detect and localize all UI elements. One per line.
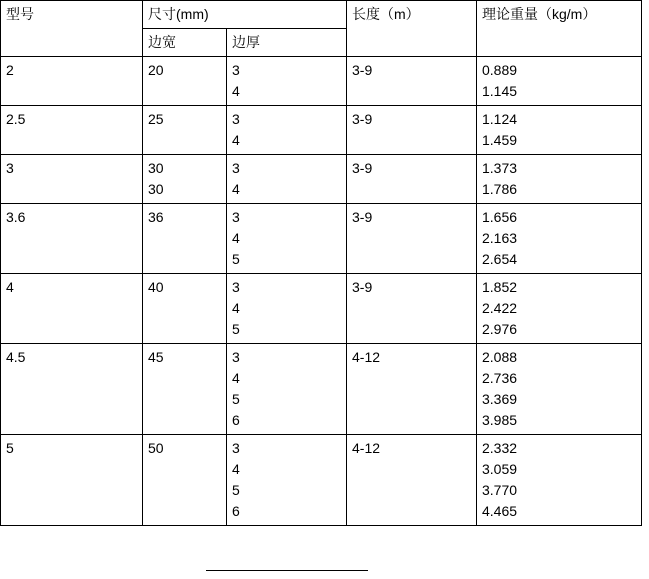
value-line: 3 (232, 440, 240, 456)
table-header (1, 1, 642, 57)
value-line: 4 (232, 461, 240, 477)
cell-length: 4-12 (347, 344, 477, 435)
table-row (1, 57, 642, 106)
header-model: 型号 (1, 1, 143, 57)
value-line: 4 (232, 132, 240, 148)
cell-weight (477, 435, 642, 526)
table-row (1, 106, 642, 155)
header-side-width: 边宽 (143, 29, 227, 57)
header-side-thickness: 边厚 (227, 29, 347, 57)
value-line: 3 (232, 279, 240, 295)
cell-model: 2.5 (1, 106, 143, 155)
table-row (1, 155, 642, 204)
cell-model: 2 (1, 57, 143, 106)
value-line: 6 (232, 503, 240, 519)
value-line: 1.373 (482, 160, 518, 176)
cell-side-thickness (227, 57, 347, 106)
header-length: 长度（m） (347, 1, 477, 57)
cell-model: 5 (1, 435, 143, 526)
value-line: 3 (232, 111, 240, 127)
value-line: 5 (232, 391, 240, 407)
header-theoretical-weight: 理论重量（kg/m） (477, 1, 642, 57)
cell-side-thickness (227, 274, 347, 344)
cell-side-width: 40 (143, 274, 227, 344)
cell-side-width: 20 (143, 57, 227, 106)
header-row-1 (1, 1, 642, 29)
table-row (1, 274, 642, 344)
value-line: 5 (232, 321, 240, 337)
table-row (1, 435, 642, 526)
value-line: 1.145 (482, 83, 518, 99)
cell-weight (477, 204, 642, 274)
cell-weight (477, 106, 642, 155)
table-row (1, 344, 642, 435)
value-line: 3.985 (482, 412, 518, 428)
value-line: 3 (232, 62, 240, 78)
value-line: 1.459 (482, 132, 518, 148)
value-line: 4 (232, 230, 240, 246)
cell-side-thickness (227, 204, 347, 274)
value-line: 3.059 (482, 461, 518, 477)
cell-weight (477, 57, 642, 106)
value-line: 1.124 (482, 111, 518, 127)
value-line: 1.852 (482, 279, 518, 295)
cell-length: 3-9 (347, 57, 477, 106)
value-line: 6 (232, 412, 240, 428)
cell-side-width (143, 155, 227, 204)
value-line: 2.654 (482, 251, 518, 267)
header-dimension-group: 尺寸(mm) (143, 1, 347, 29)
value-line: 4.465 (482, 503, 518, 519)
value-line: 2.163 (482, 230, 518, 246)
cell-length: 3-9 (347, 204, 477, 274)
value-line: 3.369 (482, 391, 518, 407)
value-line: 30 (148, 181, 164, 197)
value-line: 2.976 (482, 321, 518, 337)
cell-length: 3-9 (347, 106, 477, 155)
table-row (1, 204, 642, 274)
cell-weight (477, 344, 642, 435)
value-line: 30 (148, 160, 164, 176)
cell-model: 4.5 (1, 344, 143, 435)
cell-side-width: 50 (143, 435, 227, 526)
cell-model: 3 (1, 155, 143, 204)
value-line: 3 (232, 160, 240, 176)
cell-side-width: 25 (143, 106, 227, 155)
cell-length: 4-12 (347, 435, 477, 526)
value-line: 2.332 (482, 440, 518, 456)
value-line: 4 (232, 83, 240, 99)
cell-side-thickness (227, 344, 347, 435)
cell-side-width: 45 (143, 344, 227, 435)
cell-length: 3-9 (347, 155, 477, 204)
cell-weight (477, 274, 642, 344)
cell-side-thickness (227, 106, 347, 155)
cell-model: 4 (1, 274, 143, 344)
value-line: 2.422 (482, 300, 518, 316)
value-line: 4 (232, 370, 240, 386)
value-line: 4 (232, 300, 240, 316)
table-bottom-partial-rule (206, 570, 368, 571)
cell-length: 3-9 (347, 274, 477, 344)
value-line: 5 (232, 251, 240, 267)
value-line: 3.770 (482, 482, 518, 498)
table-body (1, 57, 642, 526)
value-line: 2.736 (482, 370, 518, 386)
value-line: 1.786 (482, 181, 518, 197)
cell-side-width: 36 (143, 204, 227, 274)
cell-side-thickness (227, 435, 347, 526)
value-line: 2.088 (482, 349, 518, 365)
value-line: 5 (232, 482, 240, 498)
value-line: 3 (232, 209, 240, 225)
value-line: 1.656 (482, 209, 518, 225)
cell-model: 3.6 (1, 204, 143, 274)
cell-weight (477, 155, 642, 204)
value-line: 4 (232, 181, 240, 197)
value-line: 3 (232, 349, 240, 365)
cell-side-thickness (227, 155, 347, 204)
value-line: 0.889 (482, 62, 518, 78)
